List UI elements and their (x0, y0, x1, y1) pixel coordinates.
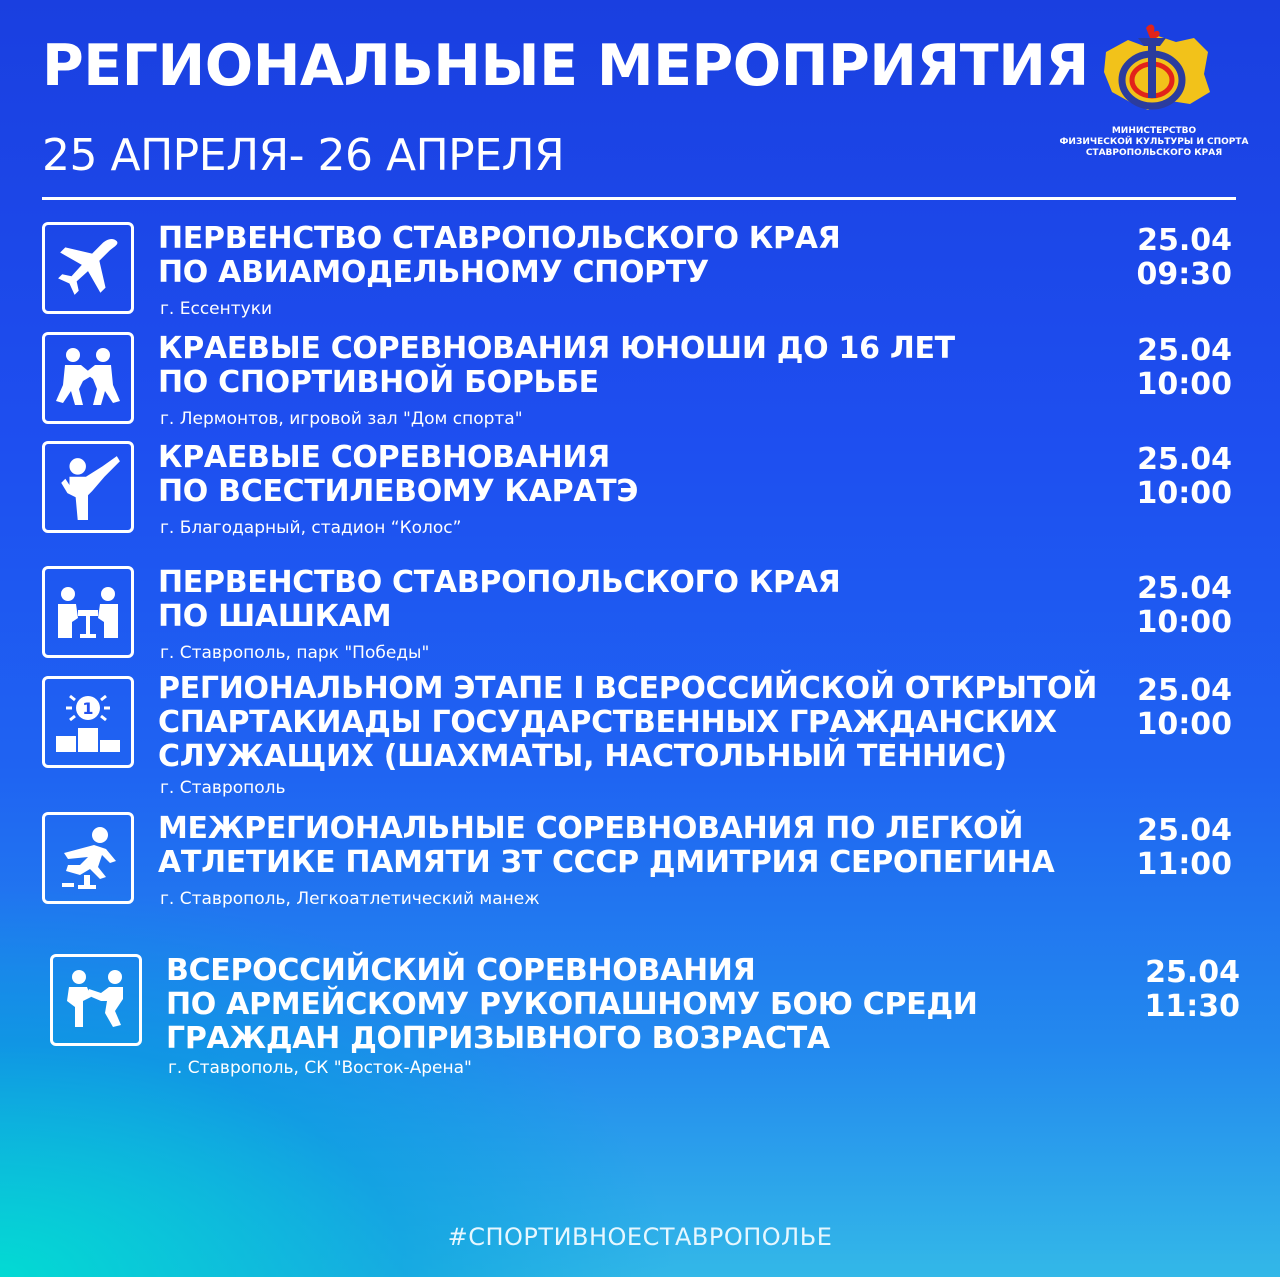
event-title-line: ПЕРВЕНСТВО СТАВРОПОЛЬСКОГО КРАЯ (158, 221, 841, 256)
event-time: 10:00 (1136, 367, 1232, 402)
event-date: 25.04 (1137, 223, 1232, 258)
event-location: г. Ставрополь, СК "Восток-Арена" (168, 1058, 472, 1078)
podium-icon (42, 676, 134, 768)
date-range: 25 АПРЕЛЯ- 26 АПРЕЛЯ (42, 130, 565, 181)
event-title-line: ПО СПОРТИВНОЙ БОРЬБЕ (158, 365, 599, 400)
airplane-icon (42, 222, 134, 314)
event-title-line: ПО АВИАМОДЕЛЬНОМУ СПОРТУ (158, 255, 709, 290)
event-time: 11:30 (1144, 989, 1240, 1024)
page-title: РЕГИОНАЛЬНЫЕ МЕРОПРИЯТИЯ (42, 33, 1089, 99)
logo-line-1: МИНИСТЕРСТВО (1111, 126, 1197, 136)
event-date: 25.04 (1145, 955, 1240, 990)
event-title-line: КРАЕВЫЕ СОРЕВНОВАНИЯ ЮНОШИ ДО 16 ЛЕТ (158, 331, 955, 366)
event-title-line: ПЕРВЕНСТВО СТАВРОПОЛЬСКОГО КРАЯ (158, 565, 841, 600)
hand-to-hand-combat-icon (50, 954, 142, 1046)
event-title-line: МЕЖРЕГИОНАЛЬНЫЕ СОРЕВНОВАНИЯ ПО ЛЕГКОЙ (158, 811, 1024, 846)
ministry-logo (1056, 22, 1252, 167)
event-date: 25.04 (1137, 571, 1232, 606)
event-title-line: СПАРТАКИАДЫ ГОСУДАРСТВЕННЫХ ГРАЖДАНСКИХ (158, 705, 1057, 740)
event-time: 10:00 (1136, 476, 1232, 511)
event-time: 10:00 (1136, 707, 1232, 742)
event-date: 25.04 (1137, 673, 1232, 708)
event-date: 25.04 (1137, 333, 1232, 368)
logo-line-3: СТАВРОПОЛЬСКОГО КРАЯ (1085, 148, 1223, 158)
event-location: г. Лермонтов, игровой зал "Дом спорта" (160, 409, 523, 429)
event-title-line: ГРАЖДАН ДОПРИЗЫВНОГО ВОЗРАСТА (166, 1021, 830, 1056)
event-title-line: АТЛЕТИКЕ ПАМЯТИ ЗТ СССР ДМИТРИЯ СЕРОПЕГИНА (158, 845, 1055, 880)
event-date: 25.04 (1137, 442, 1232, 477)
event-title-line: ВСЕРОССИЙСКИЙ СОРЕВНОВАНИЯ (166, 953, 756, 988)
event-location: г. Ставрополь, парк "Победы" (160, 643, 430, 663)
event-title-line: ПО ШАШКАМ (158, 599, 392, 634)
event-title-line: ПО АРМЕЙСКОМУ РУКОПАШНОМУ БОЮ СРЕДИ (166, 987, 978, 1022)
karate-icon (42, 441, 134, 533)
event-title-line: СЛУЖАЩИХ (ШАХМАТЫ, НАСТОЛЬНЫЙ ТЕННИС) (158, 739, 1007, 774)
event-location: г. Ессентуки (160, 299, 273, 319)
svg-text:1: 1 (82, 699, 94, 718)
event-location: г. Ставрополь, Легкоатлетический манеж (160, 889, 540, 909)
event-time: 10:00 (1136, 605, 1232, 640)
event-location: г. Благодарный, стадион “Колос” (160, 518, 462, 538)
event-title-line: ПО ВСЕСТИЛЕВОМУ КАРАТЭ (158, 474, 639, 509)
header-divider (42, 197, 1236, 200)
ministry-emblem-icon (1094, 22, 1214, 122)
wrestling-icon (42, 332, 134, 424)
event-time: 11:00 (1136, 847, 1232, 882)
event-time: 09:30 (1136, 257, 1232, 292)
event-date: 25.04 (1137, 813, 1232, 848)
athletics-icon (42, 812, 134, 904)
event-title-line: КРАЕВЫЕ СОРЕВНОВАНИЯ (158, 440, 610, 475)
logo-line-2: ФИЗИЧЕСКОЙ КУЛЬТУРЫ И СПОРТА (1059, 137, 1249, 147)
event-location: г. Ставрополь (160, 778, 286, 798)
event-title-line: РЕГИОНАЛЬНОМ ЭТАПЕ I ВСЕРОССИЙСКОЙ ОТКРЫТОЙ (158, 671, 1098, 706)
hashtag: #СПОРТИВНОЕСТАВРОПОЛЬЕ (447, 1223, 833, 1251)
checkers-icon (42, 566, 134, 658)
